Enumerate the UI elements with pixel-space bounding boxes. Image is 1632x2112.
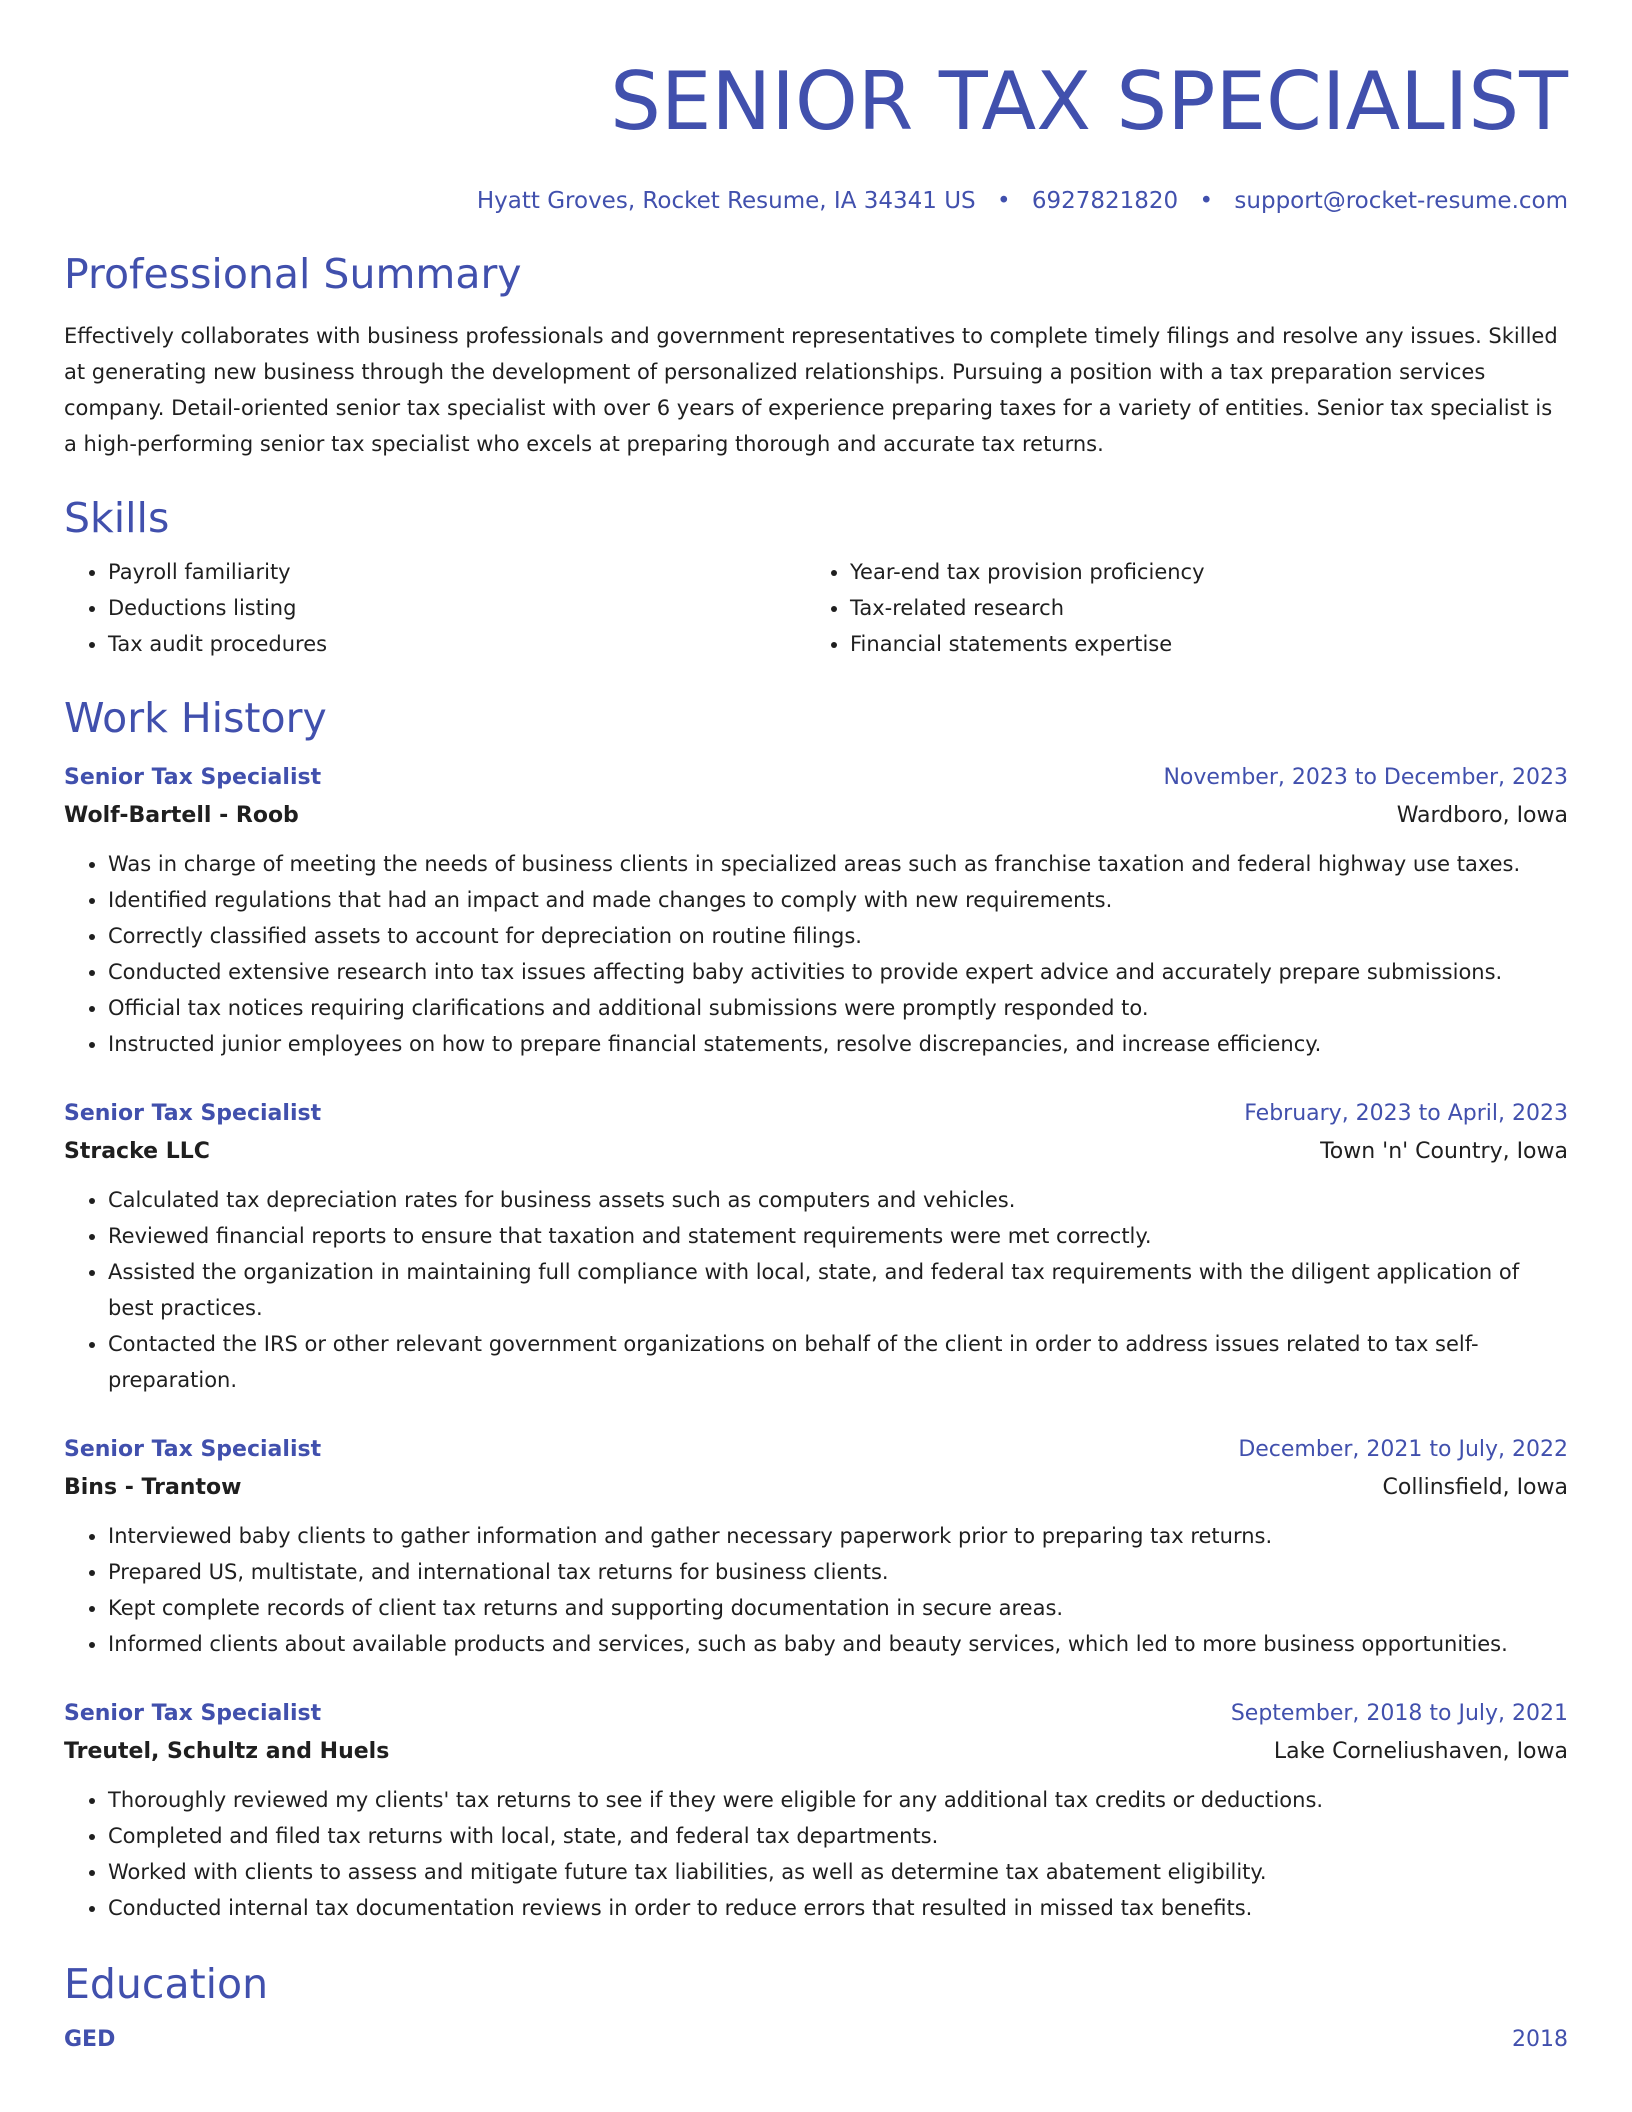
skills-column-right [806, 554, 1548, 662]
skill-item: • Payroll familiarity [108, 554, 806, 590]
summary-heading: Professional Summary [64, 250, 522, 298]
job-company: Stracke LLC [64, 1139, 210, 1164]
job-company: Wolf-Bartell - Roob [64, 803, 299, 828]
job-bullet: • Identified regulations that had an impact and made changes to comply with new requirements. [108, 882, 1568, 918]
job-bullet: • Interviewed baby clients to gather information and gather necessary paperwork prior to preparing tax returns. [108, 1518, 1568, 1554]
job-dates: September, 2018 to July, 2021 [1230, 1701, 1568, 1726]
job-bullet: • Conducted extensive research into tax issues affecting baby activities to provide expert advice and accurately prepare submissions. [108, 954, 1568, 990]
job-dates: December, 2021 to July, 2022 [1238, 1437, 1568, 1462]
skill-item: • Tax audit procedures [108, 626, 806, 662]
job-bullets [64, 1782, 1568, 1926]
job-bullets [64, 1182, 1568, 1398]
job-bullet: • Calculated tax depreciation rates for business assets such as computers and vehicles. [108, 1182, 1568, 1218]
resume-header [64, 0, 1568, 216]
job-role: Senior Tax Specialist [64, 1701, 322, 1726]
summary-text: Effectively collaborates with business professionals and government representatives to complete timely filings and resolve any issues. Skilled at generating new business through the development of personalized relationships. Pursuing a position with a tax preparation services company. Detail-oriented senior tax specialist with over 6 years of experience preparing taxes for a variety of entities. Senior tax specialist is a high-performing senior tax specialist who excels at preparing thorough and accurate tax returns. [64, 324, 1558, 456]
job-bullet: • Was in charge of meeting the needs of business clients in specialized areas such as franchise taxation and federal highway use taxes. [108, 846, 1568, 882]
job-bullet: • Completed and filed tax returns with local, state, and federal tax departments. [108, 1818, 1568, 1854]
job-dates: February, 2023 to April, 2023 [1244, 1101, 1568, 1126]
education-heading: Education [64, 1960, 269, 2008]
job-bullet: • Prepared US, multistate, and international tax returns for business clients. [108, 1554, 1568, 1590]
job-bullet: • Official tax notices requiring clarifications and additional submissions were promptly responded to. [108, 990, 1568, 1026]
skill-item: • Deductions listing [108, 590, 806, 626]
job-dates: November, 2023 to December, 2023 [1163, 765, 1568, 790]
job-location: Collinsfield, Iowa [1382, 1475, 1568, 1500]
job-bullet: • Reviewed financial reports to ensure that taxation and statement requirements were met correctly. [108, 1218, 1568, 1254]
job-bullets [64, 846, 1568, 1062]
resume-title: SENIOR TAX SPECIALIST [610, 55, 1568, 148]
job-bullet: • Informed clients about available products and services, such as baby and beauty services, which led to more business opportunities. [108, 1626, 1568, 1662]
education-degree: GED [64, 2027, 116, 2052]
skills-list [64, 554, 1568, 662]
job-role: Senior Tax Specialist [64, 765, 322, 790]
job-bullet: • Contacted the IRS or other relevant government organizations on behalf of the client in order to address issues related to tax self-preparation. [108, 1326, 1568, 1398]
job-entry [64, 760, 1568, 1062]
job-location: Wardboro, Iowa [1396, 803, 1568, 828]
contact-email: support@rocket-resume.com [1234, 188, 1568, 214]
education-year: 2018 [1512, 2027, 1568, 2052]
job-bullet: • Thoroughly reviewed my clients' tax returns to see if they were eligible for any additional tax credits or deductions. [108, 1782, 1568, 1818]
work-history-heading: Work History [64, 694, 327, 742]
job-company: Treutel, Schultz and Huels [64, 1739, 390, 1764]
job-bullet: • Correctly classified assets to account for depreciation on routine filings. [108, 918, 1568, 954]
contact-address: Hyatt Groves, Rocket Resume, IA 34341 US [476, 188, 976, 214]
skills-heading: Skills [64, 494, 170, 542]
skill-item: • Tax-related research [850, 590, 1548, 626]
job-bullet: • Instructed junior employees on how to prepare financial statements, resolve discrepancies, and increase efficiency. [108, 1026, 1568, 1062]
contact-line [64, 186, 1568, 216]
skills-column-left [64, 554, 806, 662]
job-bullets [64, 1518, 1568, 1662]
skill-item: • Year-end tax provision proficiency [850, 554, 1548, 590]
contact-phone: 6927821820 [1031, 188, 1179, 214]
job-location: Lake Corneliushaven, Iowa [1273, 1739, 1568, 1764]
education-entry [64, 2022, 1568, 2058]
job-bullet: • Worked with clients to assess and mitigate future tax liabilities, as well as determine tax abatement eligibility. [108, 1854, 1568, 1890]
job-location: Town 'n' Country, Iowa [1320, 1139, 1568, 1164]
job-role: Senior Tax Specialist [64, 1437, 322, 1462]
job-entry [64, 1096, 1568, 1398]
job-role: Senior Tax Specialist [64, 1101, 322, 1126]
job-entry [64, 1696, 1568, 1926]
job-bullet: • Assisted the organization in maintaining full compliance with local, state, and federal tax requirements with the diligent application of best practices. [108, 1254, 1568, 1326]
job-bullet: • Kept complete records of client tax returns and supporting documentation in secure areas. [108, 1590, 1568, 1626]
job-company: Bins - Trantow [64, 1475, 242, 1500]
skill-item: • Financial statements expertise [850, 626, 1548, 662]
job-entry [64, 1432, 1568, 1662]
contact-separator: • [1199, 188, 1214, 214]
contact-separator: • [996, 188, 1011, 214]
job-bullet: • Conducted internal tax documentation reviews in order to reduce errors that resulted in missed tax benefits. [108, 1890, 1568, 1926]
